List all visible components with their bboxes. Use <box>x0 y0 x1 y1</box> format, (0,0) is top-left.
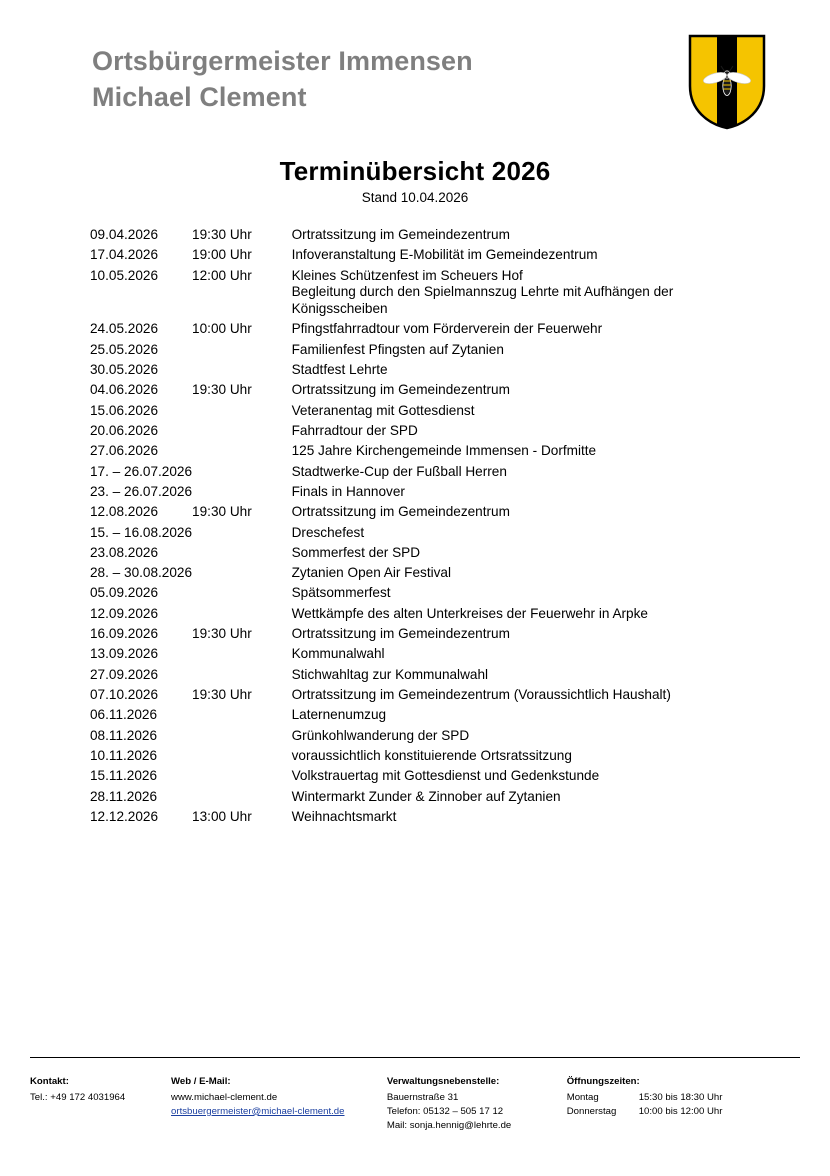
footer-divider <box>30 1057 800 1058</box>
letterhead-line-1: Ortsbürgermeister Immensen <box>92 46 473 76</box>
event-description <box>292 585 770 605</box>
event-description-text: Laternenumzug <box>291 707 387 723</box>
event-date: 10.11.2026 <box>90 747 158 763</box>
event-description <box>292 707 770 727</box>
event-description <box>292 789 770 809</box>
event-description-text: Finals in Hannover <box>291 483 405 499</box>
event-description-text: Ortratssitzung im Gemeindezentrum <box>291 504 510 520</box>
event-description <box>292 247 770 267</box>
event-description <box>292 403 770 423</box>
event-description <box>292 525 770 545</box>
event-description-note: Begleitung durch den Spielmannszug Lehrte mit Aufhängen der Königsscheiben <box>291 284 674 317</box>
event-description <box>292 382 770 402</box>
event-time <box>192 525 292 545</box>
event-description <box>292 768 770 788</box>
event-description <box>292 748 770 768</box>
event-description <box>292 728 770 748</box>
hours-value: 15:30 bis 18:30 Uhr <box>638 1091 723 1103</box>
event-time <box>192 789 292 809</box>
event-date: 15. – 16.08.2026 <box>90 524 193 540</box>
coat-of-arms-icon <box>688 34 766 130</box>
event-time <box>192 728 292 748</box>
table-row <box>90 321 770 341</box>
event-description-text: 125 Jahre Kirchengemeinde Immensen - Dorfmitte <box>291 443 597 459</box>
footer-office-phone: Telefon: 05132 – 505 17 12 <box>386 1105 504 1117</box>
page-title: Terminübersicht 2026 <box>279 156 551 186</box>
event-date: 05.09.2026 <box>90 585 159 601</box>
footer <box>30 1075 800 1133</box>
event-description-text: Ortratssitzung im Gemeindezentrum <box>291 626 510 642</box>
table-row <box>90 565 770 585</box>
event-date: 20.06.2026 <box>90 422 159 438</box>
event-date: 27.09.2026 <box>90 666 159 682</box>
table-row <box>90 545 770 565</box>
page-subtitle: Stand 10.04.2026 <box>361 190 469 205</box>
table-row <box>90 626 770 646</box>
event-date: 15.06.2026 <box>90 402 159 418</box>
list-item <box>567 1091 790 1105</box>
event-date: 10.05.2026 <box>90 267 159 283</box>
event-date: 12.08.2026 <box>90 504 159 520</box>
footer-hours-list <box>567 1091 790 1119</box>
event-description <box>292 646 770 666</box>
table-row <box>90 646 770 666</box>
event-description-text: Veteranentag mit Gottesdienst <box>291 402 475 418</box>
event-time: 19:30 Uhr <box>192 382 252 398</box>
table-row <box>90 342 770 362</box>
list-item <box>567 1105 790 1119</box>
event-description <box>292 809 770 829</box>
table-row <box>90 768 770 788</box>
event-date: 09.04.2026 <box>90 227 159 242</box>
footer-office-heading: Verwaltungsnebenstelle: <box>386 1076 500 1087</box>
event-description <box>292 423 770 443</box>
event-description-text: Spätsommerfest <box>291 585 391 601</box>
event-date: 16.09.2026 <box>90 626 159 642</box>
event-date: 04.06.2026 <box>90 382 159 398</box>
event-description-text: Zytanien Open Air Festival <box>291 565 452 581</box>
event-description <box>292 362 770 382</box>
letterhead-line-2: Michael Clement <box>92 81 307 112</box>
event-time <box>192 484 292 504</box>
table-row <box>90 667 770 687</box>
event-description <box>292 667 770 687</box>
footer-web-heading: Web / E-Mail: <box>171 1076 231 1087</box>
table-row <box>90 423 770 443</box>
event-time <box>192 545 292 565</box>
event-description <box>292 443 770 463</box>
event-description <box>292 606 770 626</box>
event-time: 19:00 Uhr <box>192 247 252 263</box>
event-description <box>292 484 770 504</box>
table-row <box>90 606 770 626</box>
footer-contact <box>30 1075 171 1133</box>
letterhead-title <box>92 44 752 116</box>
event-time <box>192 464 292 484</box>
table-row <box>90 227 770 247</box>
event-description-text: Ortratssitzung im Gemeindezentrum <box>291 382 510 398</box>
event-description-text: Stadtwerke-Cup der Fußball Herren <box>291 463 507 479</box>
event-date: 28. – 30.08.2026 <box>90 565 193 581</box>
event-time <box>192 443 292 463</box>
event-time <box>192 646 292 666</box>
event-description-text: Kleines Schützenfest im Scheuers Hof <box>291 267 523 283</box>
event-description-text: Ortratssitzung im Gemeindezentrum <box>291 227 510 242</box>
event-time <box>192 667 292 687</box>
event-description-text: Sommerfest der SPD <box>291 544 421 560</box>
event-time: 19:30 Uhr <box>192 626 252 642</box>
table-row <box>90 707 770 727</box>
table-row <box>90 504 770 524</box>
event-description-text: Wintermarkt Zunder & Zinnober auf Zytanien <box>291 788 561 804</box>
event-time <box>192 423 292 443</box>
event-date: 07.10.2026 <box>90 687 159 702</box>
event-description-text: Grünkohlwanderung der SPD <box>291 727 470 743</box>
table-row <box>90 403 770 423</box>
event-time <box>192 403 292 423</box>
event-time: 12:00 Uhr <box>192 267 252 283</box>
event-description-text: Fahrradtour der SPD <box>291 422 418 438</box>
event-description-text: Kommunalwahl <box>291 646 385 662</box>
event-date: 15.11.2026 <box>90 768 158 784</box>
footer-web <box>171 1075 387 1133</box>
event-description-text: voraussichtlich konstituierende Ortsratssitzung <box>291 747 572 763</box>
footer-hours <box>567 1075 800 1133</box>
table-row <box>90 443 770 463</box>
event-time <box>192 606 292 626</box>
event-date: 25.05.2026 <box>90 341 159 357</box>
event-description-text: Wettkämpfe des alten Unterkreises der Feuerwehr in Arpke <box>291 605 648 621</box>
event-description <box>292 268 770 322</box>
event-description-text: Volkstrauertag mit Gottesdienst und Gedenkstunde <box>291 768 600 784</box>
table-row <box>90 247 770 267</box>
event-description-text: Stichwahltag zur Kommunalwahl <box>291 666 489 682</box>
event-description <box>292 464 770 484</box>
event-date: 06.11.2026 <box>90 707 158 723</box>
hours-day: Montag <box>566 1091 599 1103</box>
event-time <box>192 768 292 788</box>
event-time <box>192 707 292 727</box>
table-row <box>90 789 770 809</box>
event-date: 12.09.2026 <box>90 605 159 621</box>
event-time <box>192 342 292 362</box>
event-description <box>292 227 770 247</box>
event-date: 17.04.2026 <box>90 247 159 263</box>
event-time <box>192 565 292 585</box>
letterhead <box>92 44 752 116</box>
event-date: 23. – 26.07.2026 <box>90 483 193 499</box>
event-date: 12.12.2026 <box>90 808 159 824</box>
footer-email-link[interactable]: ortsbuergermeister@michael-clement.de <box>171 1105 345 1117</box>
event-date: 23.08.2026 <box>90 544 159 560</box>
schedule-table-body <box>90 227 770 829</box>
table-row <box>90 268 770 322</box>
event-description-text: Pfingstfahrradtour vom Förderverein der Feuerwehr <box>291 321 603 337</box>
event-description-text: Infoveranstaltung E-Mobilität im Gemeindezentrum <box>291 247 598 263</box>
footer-office-street: Bauernstraße 31 <box>386 1091 459 1103</box>
table-row <box>90 484 770 504</box>
event-date: 13.09.2026 <box>90 646 159 662</box>
table-row <box>90 464 770 484</box>
event-description-text: Familienfest Pfingsten auf Zytanien <box>291 341 504 357</box>
event-description <box>292 565 770 585</box>
event-description-text: Ortratssitzung im Gemeindezentrum (Voraussichtlich Haushalt) <box>291 687 671 702</box>
event-description-text: Stadtfest Lehrte <box>291 362 388 377</box>
table-row <box>90 585 770 605</box>
footer-contact-phone: Tel.: +49 172 4031964 <box>30 1091 126 1103</box>
schedule-table <box>90 227 770 829</box>
event-time: 13:00 Uhr <box>192 808 252 824</box>
event-time <box>192 748 292 768</box>
event-description <box>292 504 770 524</box>
event-description <box>292 626 770 646</box>
event-time: 19:30 Uhr <box>192 504 252 520</box>
event-description <box>292 321 770 341</box>
event-date: 17. – 26.07.2026 <box>90 463 193 479</box>
table-row <box>90 728 770 748</box>
event-description <box>292 687 770 707</box>
table-row <box>90 687 770 707</box>
table-row <box>90 809 770 829</box>
event-description-text: Weihnachtsmarkt <box>291 808 397 824</box>
event-date: 24.05.2026 <box>90 321 159 337</box>
table-row <box>90 382 770 402</box>
event-time <box>192 362 292 382</box>
event-description-text: Dreschefest <box>291 524 365 540</box>
event-date: 08.11.2026 <box>90 727 158 743</box>
footer-office <box>387 1075 567 1133</box>
hours-day: Donnerstag <box>566 1105 617 1117</box>
event-description <box>292 545 770 565</box>
event-date: 27.06.2026 <box>90 443 159 459</box>
event-time <box>192 585 292 605</box>
event-date: 30.05.2026 <box>90 362 159 377</box>
event-time: 10:00 Uhr <box>192 321 252 337</box>
event-date: 28.11.2026 <box>90 788 158 804</box>
footer-contact-heading: Kontakt: <box>30 1076 69 1087</box>
event-description <box>292 342 770 362</box>
event-time: 19:30 Uhr <box>192 227 252 242</box>
footer-hours-heading: Öffnungszeiten: <box>566 1076 640 1087</box>
event-time: 19:30 Uhr <box>192 687 252 702</box>
table-row <box>90 748 770 768</box>
hours-value: 10:00 bis 12:00 Uhr <box>638 1105 723 1117</box>
footer-website[interactable]: www.michael-clement.de <box>171 1091 278 1103</box>
footer-office-mail: Mail: sonja.hennig@lehrte.de <box>386 1119 512 1131</box>
table-row <box>90 525 770 545</box>
table-row <box>90 362 770 382</box>
